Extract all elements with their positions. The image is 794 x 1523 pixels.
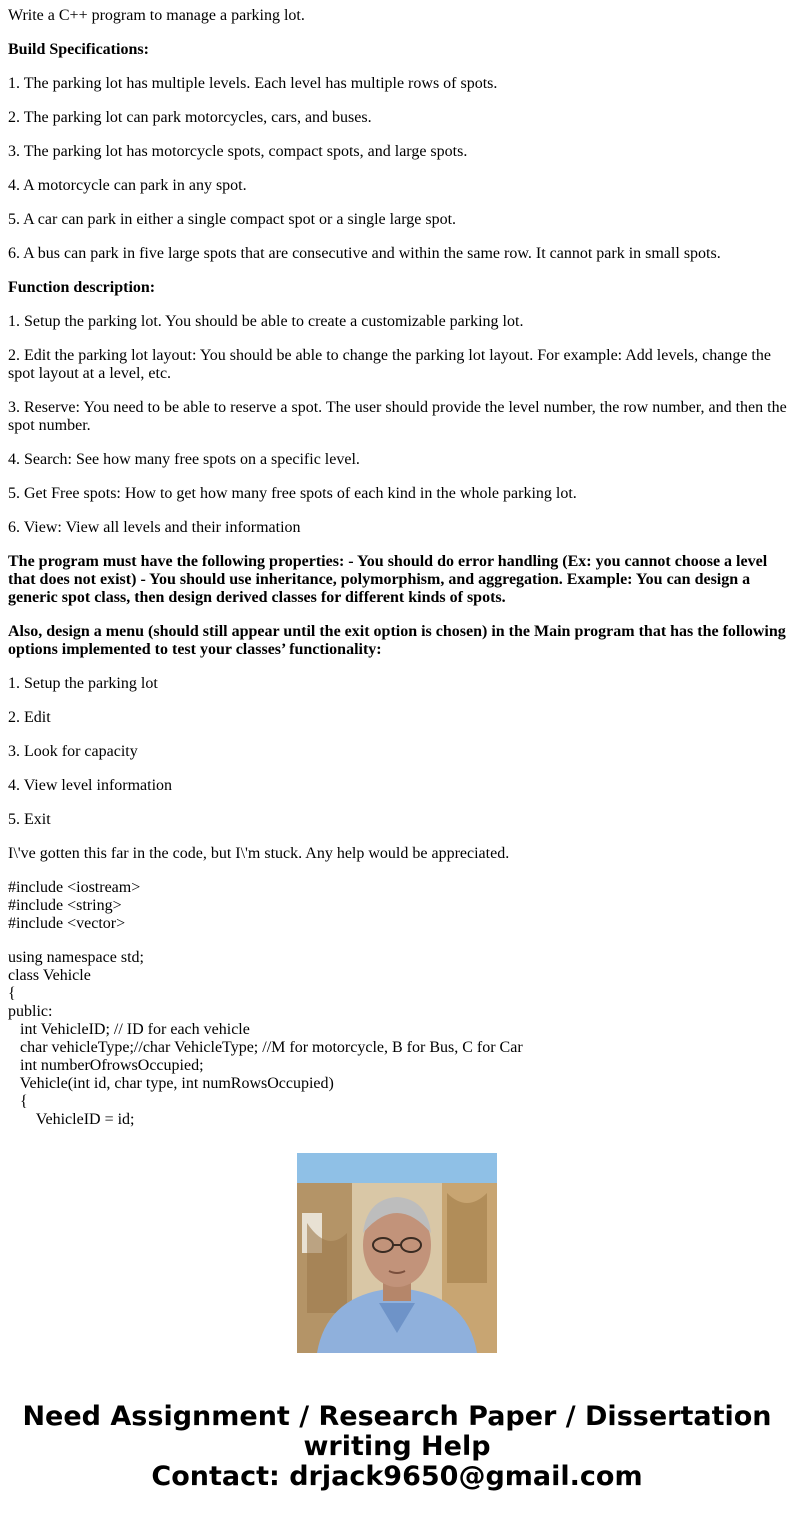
promo-line: writing Help — [303, 1431, 491, 1462]
includes-code: #include <iostream> #include <string> #include <vector> — [8, 879, 141, 932]
menu-option: 4. View level information — [8, 777, 173, 794]
includes-block — [8, 879, 788, 933]
stuck-text: I\'ve gotten this far in the code, but I\'m stuck. Any help would be appreciated. — [8, 845, 510, 862]
menu-option: 2. Edit — [8, 709, 51, 726]
promo-line: Need Assignment / Research Paper / Dissertation — [22, 1401, 772, 1432]
build-spec-item: 2. The parking lot can park motorcycles, cars, and buses. — [8, 109, 372, 126]
author-portrait — [297, 1153, 497, 1353]
promo-contact: Contact: drjack9650@gmail.com — [151, 1461, 643, 1492]
function-item: 6. View: View all levels and their information — [8, 519, 301, 536]
properties-paragraph: The program must have the following properties: - You should do error handling (Ex: you cannot choose a level that does not exist) - You should use inheritance, polymorphism, and aggregation. Example: You can design a generic spot class, then design derived classes for different kinds of spots. — [8, 553, 768, 606]
function-item: 2. Edit the parking lot layout: You should be able to change the parking lot layout. For example: Add levels, change the spot layout at a level, etc. — [8, 347, 771, 382]
code-snippet-clip — [8, 949, 788, 1128]
function-item: 5. Get Free spots: How to get how many free spots of each kind in the whole parking lot. — [8, 485, 577, 502]
code-snippet: using namespace std; class Vehicle { public: int VehicleID; // ID for each vehicle char vehicleType;//char VehicleType; //M for motorcycle, B for Bus, C for Car int numberOfrowsOccupied; Vehicle(int id, char type, int numRowsOccupied) { VehicleID = id; — [8, 949, 523, 1128]
menu-option: 1. Setup the parking lot — [8, 675, 158, 692]
menu-requirement-paragraph: Also, design a menu (should still appear until the exit option is chosen) in the Main program that has the following options implemented to test your classes’ functionality: — [8, 623, 786, 658]
function-item: 3. Reserve: You need to be able to reserve a spot. The user should provide the level number, the row number, and then the spot number. — [8, 399, 787, 434]
promo-banner — [0, 1402, 794, 1492]
build-spec-item: 1. The parking lot has multiple levels. Each level has multiple rows of spots. — [8, 75, 498, 92]
function-item: 4. Search: See how many free spots on a specific level. — [8, 451, 360, 468]
build-specs-heading: Build Specifications: — [8, 41, 149, 58]
build-spec-item: 3. The parking lot has motorcycle spots, compact spots, and large spots. — [8, 143, 468, 160]
portrait-image — [297, 1153, 497, 1353]
function-item: 1. Setup the parking lot. You should be able to create a customizable parking lot. — [8, 313, 524, 330]
menu-option: 3. Look for capacity — [8, 743, 138, 760]
build-spec-item: 6. A bus can park in five large spots that are consecutive and within the same row. It cannot park in small spots. — [8, 245, 721, 262]
question-document — [8, 7, 788, 1128]
build-spec-item: 4. A motorcycle can park in any spot. — [8, 177, 247, 194]
function-description-heading: Function description: — [8, 279, 156, 296]
menu-option: 5. Exit — [8, 811, 51, 828]
intro-text: Write a C++ program to manage a parking lot. — [8, 7, 305, 24]
build-spec-item: 5. A car can park in either a single compact spot or a single large spot. — [8, 211, 457, 228]
